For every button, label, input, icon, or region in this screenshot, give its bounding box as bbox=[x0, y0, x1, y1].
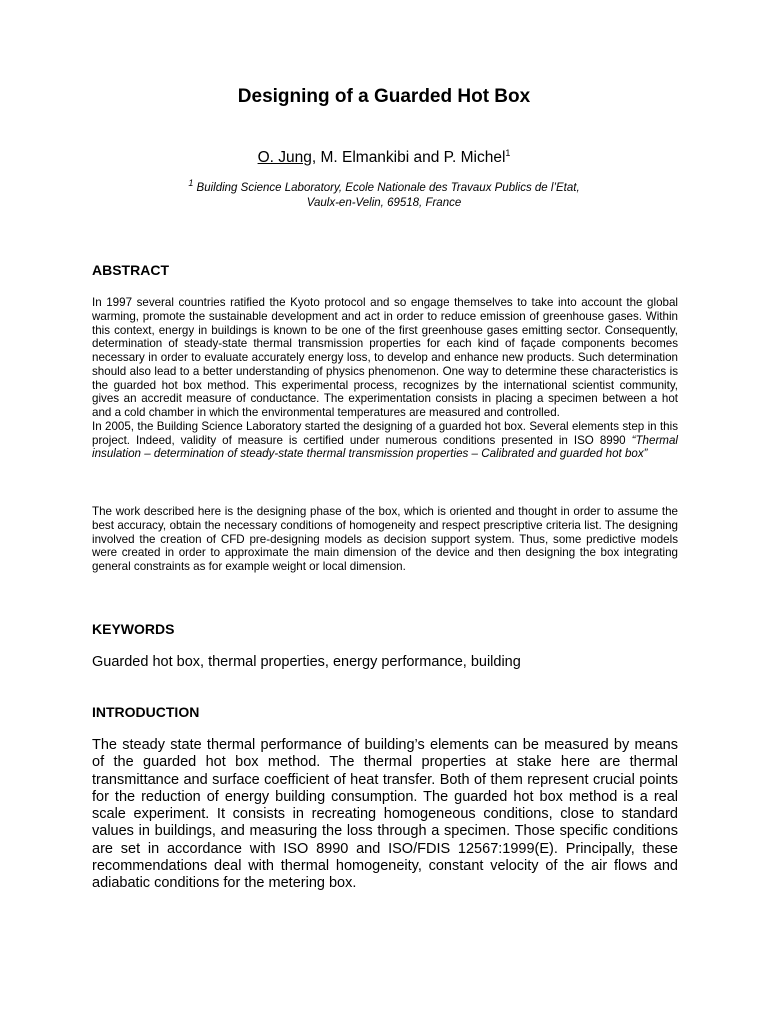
abstract-paragraph-2 bbox=[92, 420, 678, 461]
abstract-body bbox=[92, 296, 678, 461]
author-affiliation-marker: 1 bbox=[505, 147, 511, 158]
keywords-heading: KEYWORDS bbox=[92, 621, 175, 637]
paper-title: Designing of a Guarded Hot Box bbox=[237, 86, 531, 107]
abstract-paragraph-2-text: In 2005, the Building Science Laboratory started the designing of a guarded hot box. Several elements step in this project. Indeed, validity of measure is certified under numerous conditions presented in ISO 8990 bbox=[92, 419, 678, 447]
affiliation-line-2: Vaulx-en-Velin, 69518, France bbox=[306, 197, 462, 209]
keywords-text: Guarded hot box, thermal properties, energy performance, building bbox=[92, 654, 521, 670]
author-line bbox=[0, 149, 768, 167]
affiliation-text-1: Building Science Laboratory, Ecole Nationale des Travaux Publics de l’Etat, bbox=[193, 182, 580, 194]
introduction-heading: INTRODUCTION bbox=[92, 704, 200, 720]
abstract-heading: ABSTRACT bbox=[92, 262, 169, 278]
presenting-author: O. Jung bbox=[257, 149, 312, 166]
introduction-body: The steady state thermal performance of building’s elements can be measured by means of the guarded hot box method. The thermal properties at stake here are thermal transmittance and surface coefficient of heat transfer. Both of them represent crucial points for the reduction of energy building consumption. The guarded hot box method is a real scale experiment. It consists in recreating homogeneous conditions, close to standard values in buildings, and measuring the loss through a specimen. Those specific conditions are set in accordance with ISO 8990 and ISO/FDIS 12567:1999(E). Principally, these recommendations deal with thermal homogeneity, constant velocity of the air flows and adiabatic conditions for the metering box. bbox=[92, 737, 678, 892]
affiliation-marker: 1 bbox=[188, 178, 194, 189]
affiliation-line-1 bbox=[0, 178, 768, 196]
abstract-paragraph-3: The work described here is the designing phase of the box, which is oriented and thought in order to assume the best accuracy, obtain the necessary conditions of homogeneity and respect prescriptive criteria list. The designing involved the creation of CFD pre-designing models as decision support system. Thus, some predictive models were created in order to approximate the main dimension of the device and then designing the box integrating general constraints as for example weight or local dimension. bbox=[92, 505, 678, 573]
co-authors: , M. Elmankibi and P. Michel bbox=[311, 149, 506, 166]
abstract-paragraph-1: In 1997 several countries ratified the Kyoto protocol and so engage themselves to take into account the global warming, promote the sustainable development and act in order to reduce emission of greenhouse gases. Within this context, energy in buildings is known to be one of the first greenhouse gases emitting sector. Consequently, determination of steady-state thermal transmission properties for each kind of façade components becomes necessary in order to evaluate accurately energy loss, to develop and enhance new products. Such determination should also lead to a better understanding of physics phenomenon. One way to determine these characteristics is the guarded hot box method. This experimental process, recognizes by the international scientist community, gives an accredit measure of conductance. The experimentation consists in placing a specimen between a hot and a cold chamber in which the environmental temperatures are measured and controlled. bbox=[92, 296, 678, 419]
iso-standard-title: “Thermal insulation – determination of steady-state thermal transmission properties – Calibrated and guarded hot box” bbox=[92, 433, 678, 461]
affiliation bbox=[0, 178, 768, 211]
